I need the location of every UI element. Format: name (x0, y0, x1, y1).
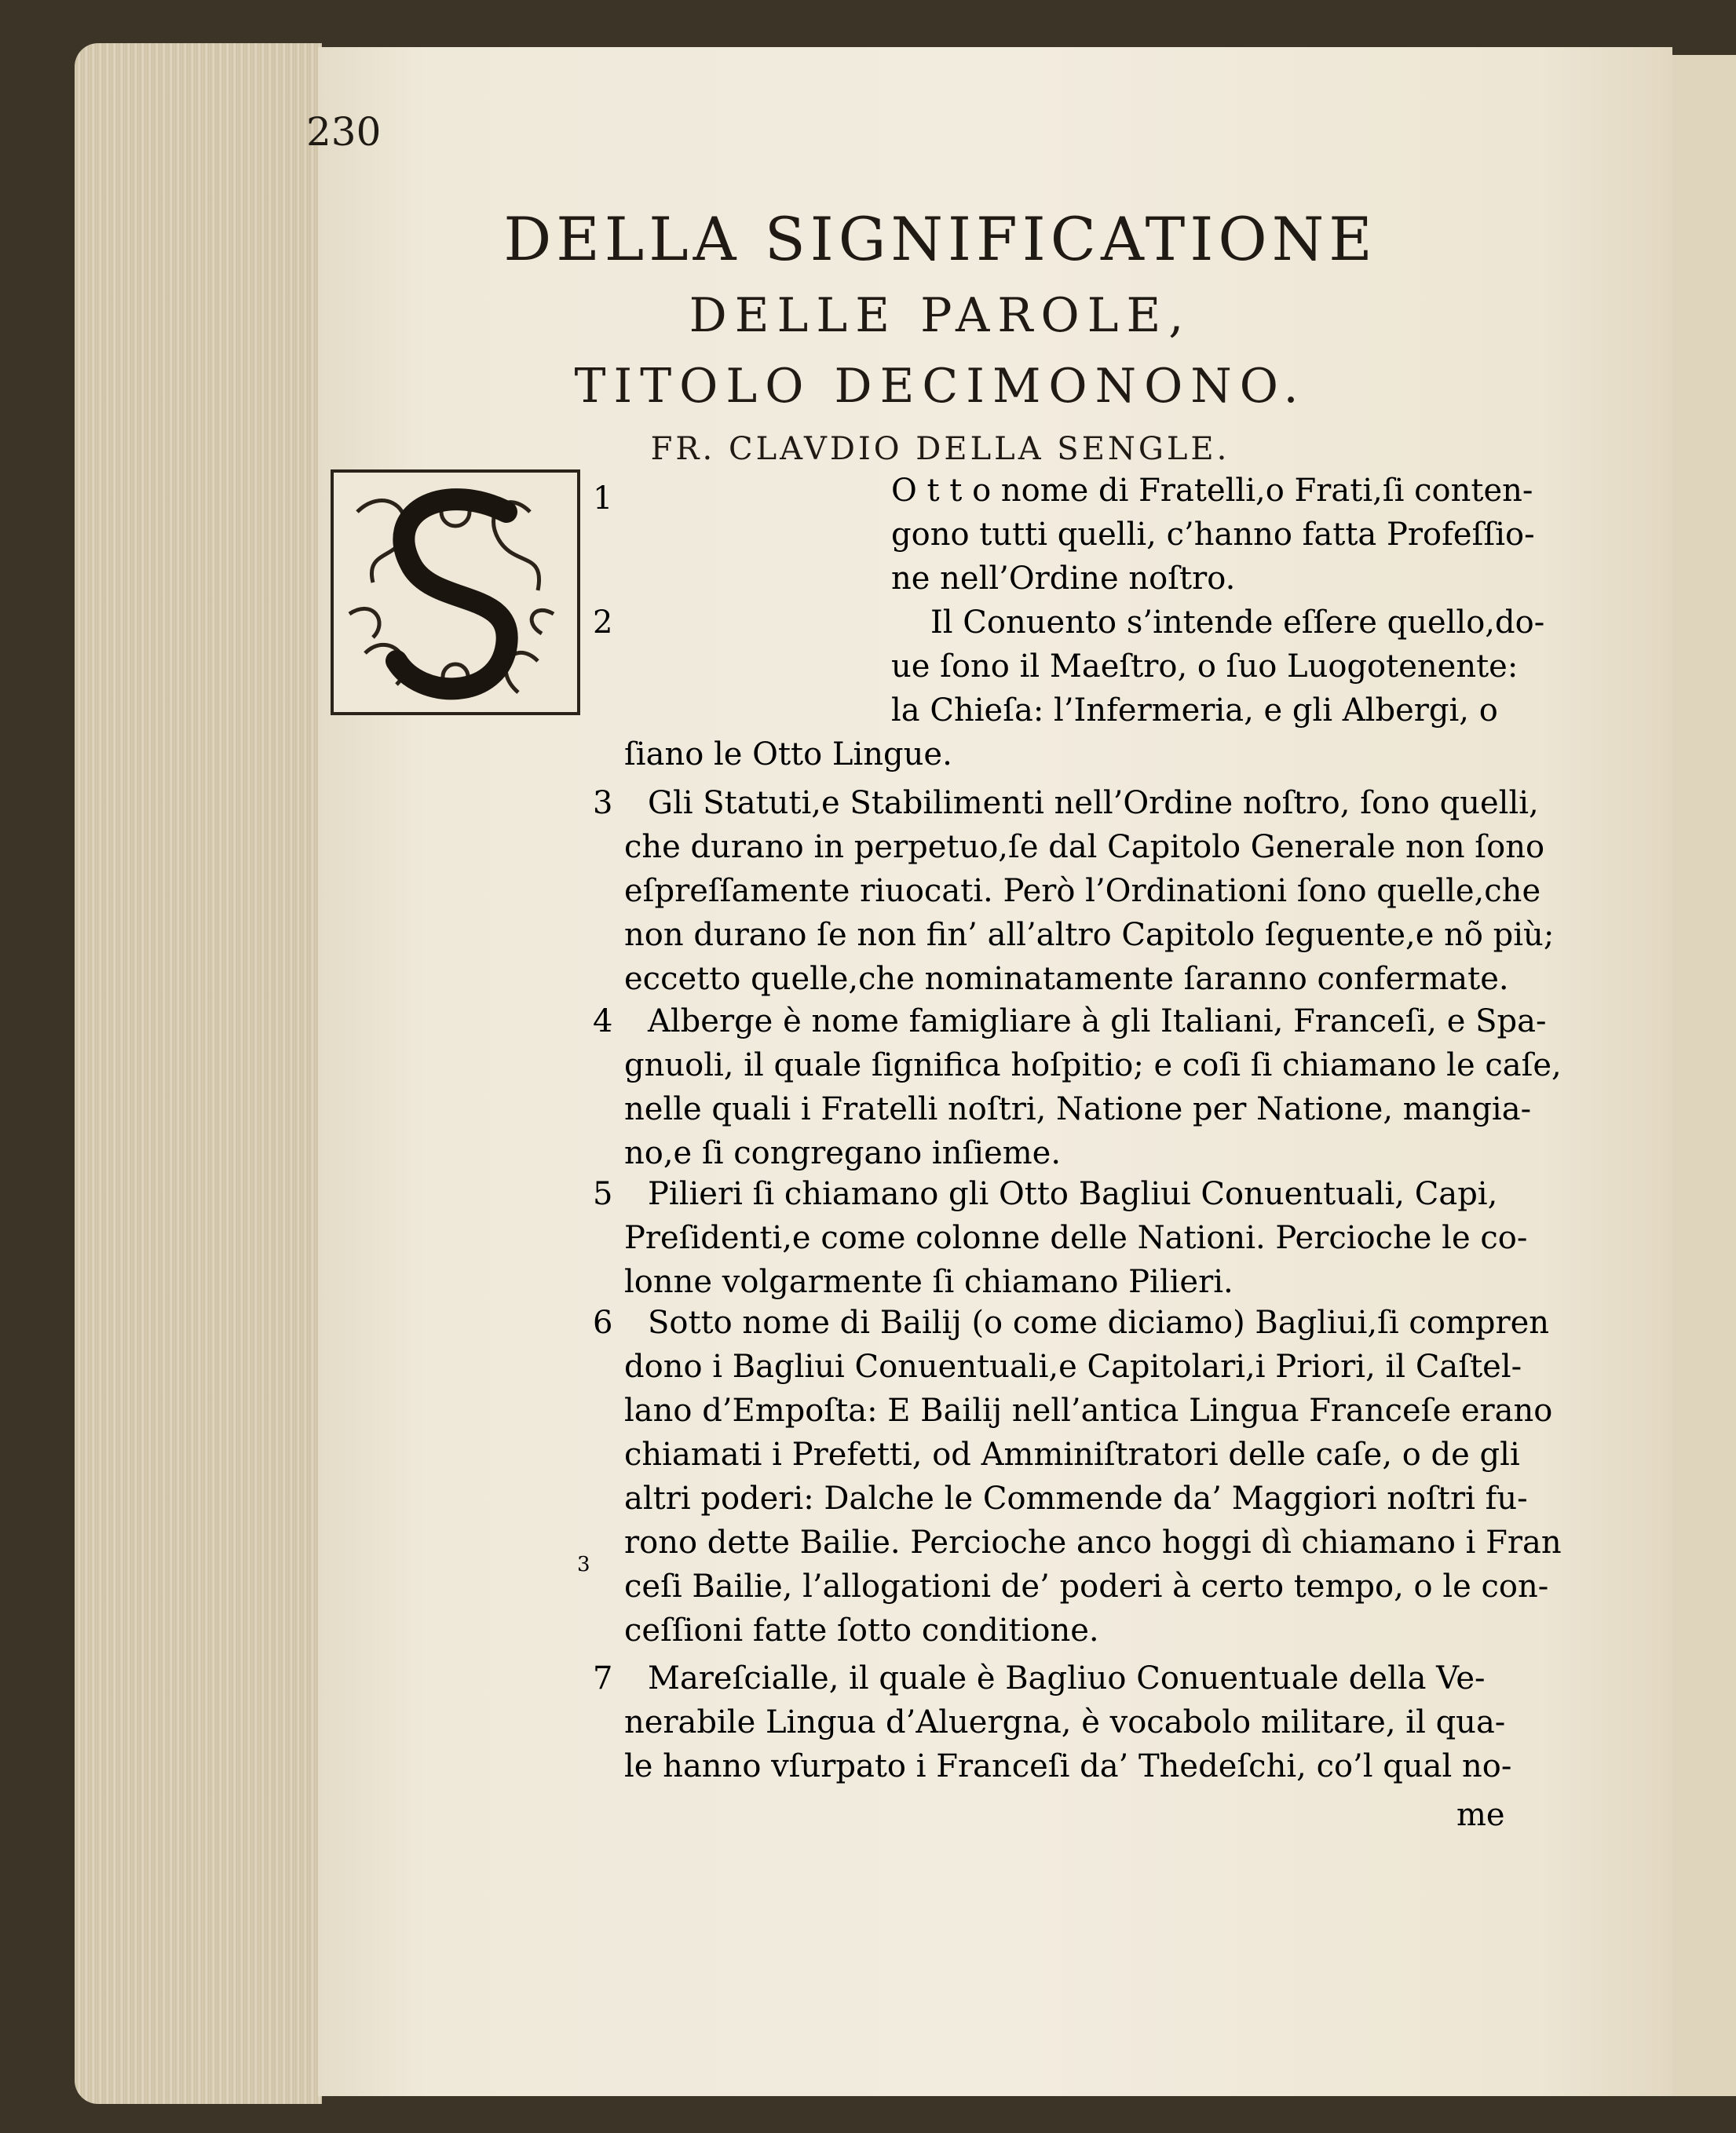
paragraph-number-4: 4 (593, 1003, 613, 1039)
text-line: Sotto nome di Bailij (o come diciamo) Bagliui,ſi compren (648, 1305, 1550, 1341)
text-line: rono dette Bailie. Percioche anco hoggi dì chiamano i Fran (624, 1525, 1562, 1561)
text-line: chiamati i Prefetti, od Amminiſtratori delle caſe, o de gli (624, 1437, 1520, 1473)
text-line: eccetto quelle,che nominatamente ſaranno confermate. (624, 961, 1509, 997)
text-line: che durano in perpetuo,ſe dal Capitolo Generale non ſono (624, 829, 1545, 865)
title-line-2: DELLE PAROLE, (689, 288, 1192, 343)
text-line: Gli Statuti,e Stabilimenti nell’Ordine noſtro, ſono quelli, (648, 785, 1539, 821)
title-line-1: DELLA SIGNIFICATIONE (503, 204, 1377, 274)
text-line: ſiano le Otto Lingue. (624, 736, 952, 772)
book-page-edges (75, 43, 322, 2104)
text-line: lano d’Empoſta: E Bailij nell’antica Lingua Franceſe erano (624, 1393, 1553, 1429)
decorated-initial-s-icon (326, 465, 585, 720)
author-heading: FR. CLAVDIO DELLA SENGLE. (650, 431, 1230, 467)
text-line: dono i Bagliui Conuentuali,e Capitolari,i Priori, il Caſtel- (624, 1349, 1522, 1385)
paragraph-number-7: 7 (593, 1660, 613, 1697)
text-line: non durano ſe non fin’ all’altro Capitolo ſeguente,e nõ più; (624, 917, 1555, 953)
text-line: nelle quali i Fratelli noſtri, Natione per Natione, mangia- (624, 1091, 1532, 1127)
text-line: Pilieri ſi chiamano gli Otto Bagliui Conuentuali, Capi, (648, 1176, 1498, 1212)
text-line: lonne volgarmente ſi chiamano Pilieri. (624, 1264, 1233, 1300)
text-line: ceſi Bailie, l’allogationi de’ poderi à certo tempo, o le con- (624, 1569, 1549, 1605)
text-line: Mareſcialle, il quale è Bagliuo Conuentuale della Ve- (648, 1660, 1486, 1697)
facing-page-edge (1672, 55, 1736, 2096)
title-line-3: TITOLO DECIMONONO. (574, 359, 1307, 414)
text-line: Il Conuento s’intende eſſere quello,do- (930, 604, 1545, 641)
marginal-note-3: 3 (577, 1553, 590, 1576)
text-line: altri poderi: Dalche le Commende da’ Maggiori noſtri fu- (624, 1481, 1528, 1517)
paragraph-number-6: 6 (593, 1305, 613, 1341)
text-line: Preſidenti,e come colonne delle Nationi. Percioche le co- (624, 1220, 1528, 1256)
text-line: ceſſioni fatte ſotto conditione. (624, 1613, 1099, 1649)
text-line: gono tutti quelli, c’hanno fatta Profeſſio- (891, 517, 1535, 553)
text-line: eſpreſſamente riuocati. Però l’Ordinationi ſono quelle,che (624, 873, 1541, 909)
text-line: O t t o nome di Fratelli,o Frati,ſi conten- (891, 473, 1533, 509)
catchword: me (1456, 1797, 1505, 1833)
text-line: no,e ſi congregano inſieme. (624, 1135, 1062, 1171)
text-line: le hanno vſurpato i Franceſi da’ Thedeſchi, co’l qual no- (624, 1748, 1512, 1784)
text-line: Alberge è nome famigliare à gli Italiani, Franceſi, e Spa- (648, 1003, 1547, 1039)
paragraph-number-2: 2 (593, 604, 613, 641)
page-number: 230 (306, 109, 382, 155)
text-line: ne nell’Ordine noſtro. (891, 561, 1236, 597)
paragraph-number-1: 1 (593, 480, 613, 517)
text-line: nerabile Lingua d’Aluergna, è vocabolo militare, il qua- (624, 1704, 1506, 1740)
text-line: ue ſono il Maeſtro, o ſuo Luogotenente: (891, 648, 1519, 685)
paragraph-number-3: 3 (593, 785, 613, 821)
text-line: la Chieſa: l’Infermeria, e gli Albergi, o (891, 692, 1498, 729)
paragraph-number-5: 5 (593, 1176, 613, 1212)
text-line: gnuoli, il quale ſignifica hoſpitio; e coſi ſi chiamano le caſe, (624, 1047, 1562, 1083)
